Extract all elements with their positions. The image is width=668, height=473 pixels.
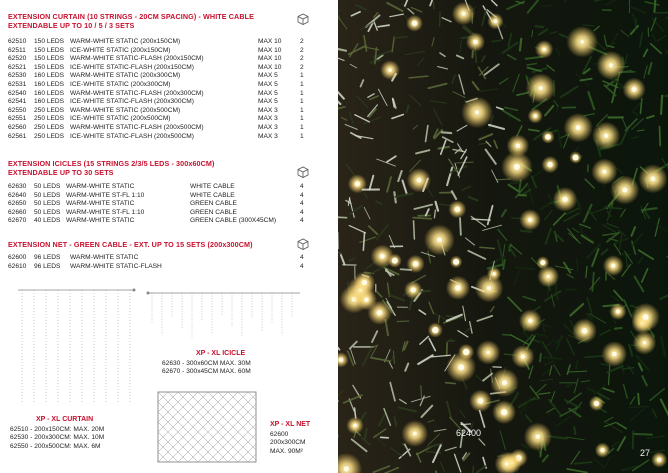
cell-leds: 160 LEDS (34, 72, 65, 80)
cell-qty: 1 (300, 80, 304, 88)
cell-qty: 1 (300, 72, 304, 80)
cell-desc: ICE-WHITE STATIC-FLASH (200x500CM) (70, 132, 194, 140)
icicle-caption-line: 62670 - 300x45CM MAX. 60M (162, 368, 251, 376)
cell-code: 62670 (8, 217, 27, 225)
cell-qty: 1 (300, 132, 304, 140)
cell-code: 62610 (8, 262, 27, 270)
cell-leds: 150 LEDS (34, 38, 65, 45)
cell-leds: 150 LEDS (34, 55, 65, 63)
curtain-diagram (16, 284, 136, 410)
cell-desc: WARM-WHITE STATIC-FLASH (200x150CM) (70, 55, 204, 63)
cell-max: MAX 10 (258, 38, 282, 45)
cell-max: MAX 3 (258, 115, 278, 123)
cell-code: 62520 (8, 55, 27, 63)
cell-code: 62511 (8, 46, 26, 54)
net-caption-lines (270, 431, 306, 456)
cell-desc: WARM-WHITE ST-FL 1:10 (66, 191, 145, 199)
cell-qty: 4 (300, 254, 304, 261)
curtain-caption-line: 62530 - 200x300CM: MAX. 10M (10, 434, 105, 442)
table-row (8, 64, 308, 73)
curtain-caption-title: XP - XL CURTAIN (36, 416, 94, 423)
curtain-caption-lines (10, 426, 104, 451)
cell-code: 62660 (8, 208, 27, 216)
section3-title (8, 240, 253, 249)
cell-max: MAX 10 (258, 63, 282, 71)
cell-code: 62530 (8, 72, 27, 80)
cell-desc: ICE-WHITE STATIC-FLASH (200x300CM) (70, 98, 194, 106)
cell-code: 62531 (8, 80, 27, 88)
table-row (8, 115, 308, 124)
cell-leds: 50 LEDS (34, 208, 61, 216)
cell-code: 62560 (8, 123, 27, 131)
cell-leds: 50 LEDS (34, 200, 61, 208)
section3-title-line1: EXTENSION NET - GREEN CABLE - EXT. UP TO 15 SETS (200x300CM) (8, 240, 253, 249)
cell-desc: WARM-WHITE STATIC-FLASH (70, 262, 162, 270)
cell-code: 62561 (8, 132, 27, 140)
cell-leds: 160 LEDS (34, 89, 65, 97)
icicle-caption-title: XP - XL ICICLE (196, 350, 246, 357)
box-icon (297, 238, 309, 250)
section2-title (8, 159, 215, 177)
section1-title-line2: EXTENDABLE UP TO 10 / 5 / 3 SETS (8, 21, 135, 30)
table-row (8, 183, 308, 192)
cell-code: 62650 (8, 200, 27, 208)
icicle-diagram (146, 287, 302, 347)
cell-desc: WARM-WHITE STATIC (66, 200, 135, 208)
cell-max: MAX 5 (258, 98, 278, 106)
cell-desc: WARM-WHITE STATIC (70, 254, 139, 261)
cell-desc: ICE-WHITE STATIC-FLASH (200x150CM) (70, 63, 194, 71)
cell-qty: 1 (300, 123, 304, 131)
cell-qty: 4 (300, 262, 304, 270)
table-row (8, 98, 308, 107)
cell-code: 62630 (8, 183, 27, 190)
cell-qty: 4 (300, 183, 304, 190)
cell-desc: WARM-WHITE STATIC (200x300CM) (70, 72, 181, 80)
table-row (8, 192, 308, 201)
product-photo (338, 0, 668, 473)
cell-cable: GREEN CABLE (190, 200, 237, 208)
cell-leds: 50 LEDS (34, 191, 61, 199)
cell-code: 62510 (8, 38, 27, 45)
net-caption-title: XP - XL NET (270, 421, 311, 428)
cell-qty: 2 (300, 63, 304, 71)
cell-qty: 4 (300, 200, 304, 208)
cell-leds: 40 LEDS (34, 217, 61, 225)
cell-code: 62600 (8, 254, 27, 261)
cell-qty: 1 (300, 106, 304, 114)
cell-desc: ICE-WHITE STATIC (200x500CM) (70, 115, 171, 123)
cell-code: 62521 (8, 63, 27, 71)
table-row (8, 55, 308, 64)
table-row (8, 47, 308, 56)
cell-max: MAX 5 (258, 72, 278, 80)
cell-code: 62640 (8, 191, 27, 199)
cell-cable: GREEN CABLE (190, 208, 237, 216)
net-caption-line: MAX. 90M² (270, 447, 303, 455)
table-row (8, 124, 308, 133)
page-number: 27 (640, 448, 651, 458)
icicle-caption-lines (162, 360, 251, 377)
cell-desc: WARM-WHITE STATIC (66, 183, 135, 190)
cell-max: MAX 5 (258, 89, 278, 97)
cell-desc: WARM-WHITE STATIC (66, 217, 135, 225)
section2-table (8, 183, 308, 226)
cell-leds: 96 LEDS (34, 254, 61, 261)
cell-qty: 1 (300, 98, 304, 106)
cell-desc: WARM-WHITE ST-FL 1:10 (66, 208, 145, 216)
table-row (8, 263, 308, 272)
section2-title-line2: EXTENDABLE UP TO 30 SETS (8, 168, 114, 177)
table-row (8, 38, 308, 47)
icicle-caption-line: 62630 - 300x60CM MAX. 30M (162, 360, 251, 367)
cell-qty: 4 (300, 217, 304, 225)
cell-code: 62541 (8, 98, 27, 106)
table-row (8, 72, 308, 81)
curtain-caption-line: 62510 - 200x150CM: MAX. 20M (10, 426, 105, 433)
cell-cable: GREEN CABLE (300X45CM) (190, 217, 277, 225)
cell-leds: 250 LEDS (34, 115, 65, 123)
cell-qty: 1 (300, 89, 304, 97)
net-caption-line: 62600 (270, 431, 289, 438)
cell-desc: WARM-WHITE STATIC-FLASH (200x300CM) (70, 89, 204, 97)
cell-desc: ICE-WHITE STATIC (200x150CM) (70, 46, 171, 54)
cell-leds: 150 LEDS (34, 63, 65, 71)
cell-code: 62540 (8, 89, 27, 97)
cell-desc: WARM-WHITE STATIC (200x150CM) (70, 38, 181, 45)
cell-cable: WHITE CABLE (190, 183, 235, 190)
section1-table (8, 38, 308, 141)
cell-leds: 50 LEDS (34, 183, 61, 190)
cell-desc: WARM-WHITE STATIC-FLASH (200x500CM) (70, 123, 204, 131)
cell-leds: 160 LEDS (34, 80, 65, 88)
net-caption-line: 200x300CM (270, 439, 306, 447)
cell-max: MAX 3 (258, 106, 278, 114)
curtain-caption-line: 62550 - 200x500CM: MAX. 6M (10, 442, 101, 450)
photo-product-code: 62400 (456, 428, 482, 438)
cell-qty: 2 (300, 55, 304, 63)
table-row (8, 217, 308, 226)
cell-qty: 1 (300, 115, 304, 123)
cell-code: 62550 (8, 106, 27, 114)
cell-max: MAX 3 (258, 123, 278, 131)
cell-leds: 96 LEDS (34, 262, 61, 270)
cell-desc: WARM-WHITE STATIC (200x500CM) (70, 106, 181, 114)
cell-max: MAX 10 (258, 46, 282, 54)
cell-leds: 160 LEDS (34, 98, 65, 106)
table-row (8, 133, 308, 142)
cell-qty: 2 (300, 38, 304, 45)
table-row (8, 90, 308, 99)
net-diagram (150, 388, 262, 470)
section2-title-line1: EXTENSION ICICLES (15 STRINGS 2/3/5 LEDS - 300x60CM) (8, 159, 215, 168)
cell-leds: 150 LEDS (34, 46, 65, 54)
section3-table (8, 254, 308, 271)
box-icon (297, 13, 309, 25)
cell-max: MAX 10 (258, 55, 282, 63)
cell-leds: 250 LEDS (34, 106, 65, 114)
table-row (8, 200, 308, 209)
cell-max: MAX 5 (258, 80, 278, 88)
cell-leds: 250 LEDS (34, 123, 65, 131)
cell-code: 62551 (8, 115, 27, 123)
section1-title (8, 12, 254, 30)
box-icon (297, 166, 309, 178)
cell-qty: 4 (300, 208, 304, 216)
section1-title-line1: EXTENSION CURTAIN (10 STRINGS - 20CM SPACING) - WHITE CABLE (8, 12, 255, 21)
cell-qty: 4 (300, 191, 304, 199)
cell-leds: 250 LEDS (34, 132, 65, 140)
table-row (8, 209, 308, 218)
cell-max: MAX 3 (258, 132, 278, 140)
cell-qty: 2 (300, 46, 304, 54)
table-row (8, 107, 308, 116)
cell-desc: ICE-WHITE STATIC (200x300CM) (70, 80, 171, 88)
cell-cable: WHITE CABLE (190, 191, 235, 199)
table-row (8, 81, 308, 90)
table-row (8, 254, 308, 263)
christmas-garland-photo (338, 0, 668, 473)
